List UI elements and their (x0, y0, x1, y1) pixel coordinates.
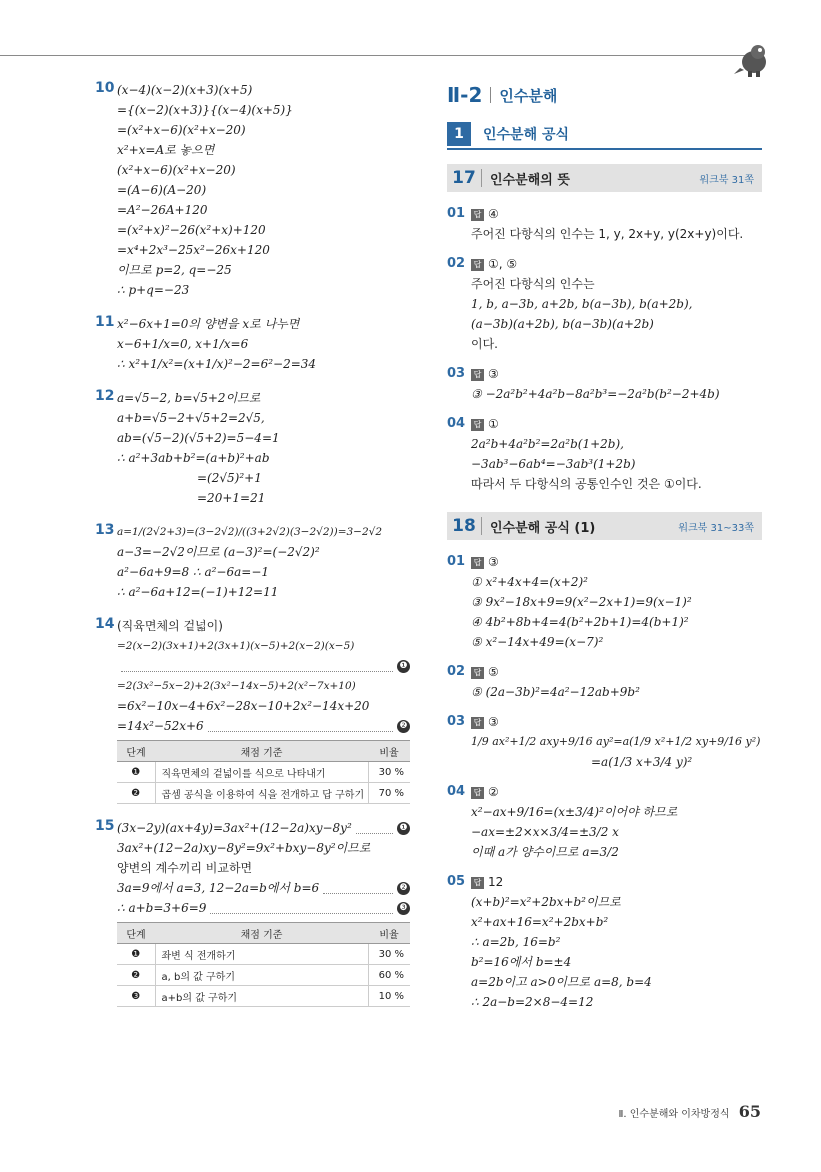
solution-line: x²+ax+16=x²+2bx+b² (471, 915, 609, 929)
table-row (117, 762, 410, 783)
solution-line: a−3=−2√2이므로 (a−3)²=(−2√2)² (117, 545, 320, 559)
solution-line: =14x²−52x+6 (117, 719, 204, 733)
problem-number: 15 (95, 818, 115, 834)
answer-choice: ③ (488, 715, 499, 729)
page-number: 65 (738, 1102, 761, 1121)
solution-line: (직육면체의 겉넓이) (117, 619, 223, 633)
solution-line: ∴ p+q=−23 (117, 283, 190, 297)
solution-line: ③ 9x²−18x+9=9(x²−2x+1)=9(x−1)² (471, 595, 692, 609)
section-name: 인수분해 공식 (483, 127, 570, 143)
solution-line: 1, b, a−3b, a+2b, b(a−3b), b(a+2b), (471, 297, 693, 311)
dinosaur-mascot-icon (732, 38, 772, 78)
solution-line: ∴ 2a−b=2×8−4=12 (471, 995, 594, 1009)
answer-tag: 답 (471, 717, 484, 729)
answer-number: 03 (447, 366, 466, 381)
answer-tag: 답 (471, 787, 484, 799)
solution-line: (x²+x−6)(x²+x−20) (117, 163, 236, 177)
solution-line: ③ −2a²b²+4a²b−8a²b³=−2a²b(b²−2+4b) (471, 387, 720, 401)
answer-number: 02 (447, 256, 466, 271)
answer-tag: 답 (471, 877, 484, 889)
solution-line: 이므로 p=2, q=−25 (117, 263, 232, 277)
scoring-table (117, 922, 410, 1007)
answer-choice: 12 (488, 875, 504, 889)
solution-line: (x+b)²=x²+2bx+b²이므로 (471, 895, 621, 909)
footer-chapter: Ⅱ. 인수분해와 이차방정식 (618, 1109, 730, 1120)
answer-item (447, 662, 762, 702)
solution-line: ⑤ x²−14x+49=(x−7)² (471, 635, 604, 649)
solution-line: =x⁴+2x³−25x²−26x+120 (117, 243, 270, 257)
answer-tag: 답 (471, 557, 484, 569)
solution-line: =2(3x²−5x−2)+2(3x²−14x−5)+2(x²−7x+10) (117, 680, 356, 692)
scoring-table (117, 740, 410, 804)
section-number: 1 (447, 122, 471, 146)
table-cell: ❷ (117, 965, 155, 986)
left-column (95, 80, 410, 1021)
table-cell: ❶ (117, 944, 155, 965)
problem-14 (95, 616, 410, 804)
problem-number: 13 (95, 522, 115, 538)
chapter-name: 인수분해 (499, 86, 558, 105)
solution-line: =6x²−10x−4+6x²−28x−10+2x²−14x+20 (117, 699, 370, 713)
workbook-ref: 워크북 31~33쪽 (678, 522, 754, 534)
table-cell: 10 % (368, 986, 410, 1007)
solution-line: a=2b이고 a>0이므로 a=8, b=4 (471, 975, 652, 989)
answer-tag: 답 (471, 369, 484, 381)
problem-10 (95, 80, 410, 300)
answer-item (447, 254, 762, 354)
section-title (447, 120, 762, 150)
problem-number: 11 (95, 314, 115, 330)
solution-line: =(A−6)(A−20) (117, 183, 207, 197)
table-row (117, 944, 410, 965)
answer-item (447, 204, 762, 244)
solution-line: ∴ a²−6a+12=(−1)+12=11 (117, 585, 279, 599)
solution-line: =(x²+x)²−26(x²+x)+120 (117, 223, 266, 237)
chapter-title (447, 80, 762, 110)
solution-line: ∴ a+b=3+6=9 (117, 901, 207, 915)
table-cell: 곱셈 공식을 이용하여 식을 전개하고 답 구하기 (155, 783, 368, 804)
step-mark: ❷ (397, 882, 410, 895)
table-row (117, 986, 410, 1007)
answer-choice: ② (488, 785, 499, 799)
problem-number: 14 (95, 616, 115, 632)
topic-number: 18 (452, 516, 476, 536)
answer-choice: ③ (488, 367, 499, 381)
answer-tag: 답 (471, 209, 484, 221)
solution-line: =(x²+x−6)(x²+x−20) (117, 123, 246, 137)
solution-line: b²=16에서 b=±4 (471, 955, 572, 969)
solution-line: ∴ a=2b, 16=b² (471, 935, 561, 949)
answer-tag: 답 (471, 667, 484, 679)
solution-line: 3a=9에서 a=3, 12−2a=b에서 b=6 (117, 881, 320, 895)
workbook-ref: 워크북 31쪽 (699, 174, 754, 186)
step-mark: ❶ (397, 660, 410, 673)
table-header: 비율 (368, 741, 410, 762)
page-footer (618, 1102, 761, 1121)
table-cell: 좌변 식 전개하기 (155, 944, 368, 965)
solution-line: a=1/(2√2+3)=(3−2√2)/((3+2√2)(3−2√2))=3−2√2 (117, 526, 383, 538)
step-mark: ❷ (397, 720, 410, 733)
solution-line: a+b=√5−2+√5+2=2√5, (117, 411, 265, 425)
solution-line: 따라서 두 다항식의 공통인수인 것은 ①이다. (471, 477, 702, 491)
answer-number: 05 (447, 874, 466, 889)
table-header: 채점 기준 (155, 923, 368, 944)
solution-line: (x−4)(x−2)(x+3)(x+5) (117, 83, 253, 97)
solution-line: ab=(√5−2)(√5+2)=5−4=1 (117, 431, 280, 445)
solution-line: ∴ x²+1/x²=(x+1/x)²−2=6²−2=34 (117, 357, 317, 371)
solution-line: 이다. (471, 337, 498, 351)
step-mark: ❸ (397, 902, 410, 915)
solution-line: x²+x=A로 놓으면 (117, 143, 215, 157)
table-cell: a, b의 값 구하기 (155, 965, 368, 986)
header-rule (0, 55, 750, 56)
problem-13 (95, 522, 410, 602)
solution-line: a²−6a+9=8 ∴ a²−6a=−1 (117, 565, 270, 579)
table-row (117, 783, 410, 804)
answer-number: 01 (447, 554, 466, 569)
table-cell: 60 % (368, 965, 410, 986)
right-column (447, 80, 762, 1022)
solution-line: ∴ a²+3ab+b²=(a+b)²+ab (117, 451, 270, 465)
topic-title: 인수분해 공식 (1) (490, 520, 596, 536)
solution-line: 양변의 계수끼리 비교하면 (117, 861, 253, 875)
table-cell: 30 % (368, 762, 410, 783)
answer-number: 04 (447, 784, 466, 799)
table-cell: ❸ (117, 986, 155, 1007)
table-header: 단계 (117, 741, 155, 762)
answer-choice: ⑤ (488, 665, 499, 679)
solution-line: 1/9 ax²+1/2 axy+9/16 ay²=a(1/9 x²+1/2 xy+9/16 y²) (471, 735, 761, 748)
solution-line: x²−6x+1=0의 양변을 x로 나누면 (117, 317, 300, 331)
solution-line: ④ 4b²+8b+4=4(b²+2b+1)=4(b+1)² (471, 615, 689, 629)
answer-item (447, 782, 762, 862)
answer-item (447, 414, 762, 494)
solution-line: x²−ax+9/16=(x±3/4)²이어야 하므로 (471, 805, 678, 819)
problem-11 (95, 314, 410, 374)
topic-header-18 (447, 512, 762, 540)
solution-line: −3ab³−6ab⁴=−3ab³(1+2b) (471, 457, 636, 471)
step-mark: ❶ (397, 822, 410, 835)
answer-number: 02 (447, 664, 466, 679)
answer-item (447, 712, 762, 772)
table-cell: 70 % (368, 783, 410, 804)
solution-line: ⑤ (2a−3b)²=4a²−12ab+9b² (471, 685, 640, 699)
solution-line: 2a²b+4a²b²=2a²b(1+2b), (471, 437, 624, 451)
solution-line: =a(1/3 x+3/4 y)² (591, 755, 693, 769)
answer-choice: ④ (488, 207, 499, 221)
answer-tag: 답 (471, 419, 484, 431)
table-row (117, 965, 410, 986)
table-cell: ❷ (117, 783, 155, 804)
solution-line: −ax=±2×x×3/4=±3/2 x (471, 825, 619, 839)
solution-line: ={(x−2)(x+3)}{(x−4)(x+5)} (117, 103, 293, 117)
solution-line: x−6+1/x=0, x+1/x=6 (117, 337, 249, 351)
solution-line: =(2√5)²+1 (197, 471, 262, 485)
answer-number: 01 (447, 206, 466, 221)
solution-line: =A²−26A+120 (117, 203, 208, 217)
answer-tag: 답 (471, 259, 484, 271)
answer-choice: ① (488, 417, 499, 431)
problem-number: 10 (95, 80, 115, 96)
solution-line: 3ax²+(12−2a)xy−8y²=9x²+bxy−8y²이므로 (117, 841, 371, 855)
table-header: 채점 기준 (155, 741, 368, 762)
table-cell: 직육면체의 겉넓이를 식으로 나타내기 (155, 762, 368, 783)
solution-line: 주어진 다항식의 인수는 1, y, 2x+y, y(2x+y)이다. (471, 227, 744, 241)
table-cell: ❶ (117, 762, 155, 783)
problem-15 (95, 818, 410, 1007)
table-header: 비율 (368, 923, 410, 944)
answer-item (447, 364, 762, 404)
answer-number: 04 (447, 416, 466, 431)
answer-number: 03 (447, 714, 466, 729)
solution-line: =2(x−2)(3x+1)+2(3x+1)(x−5)+2(x−2)(x−5) (117, 640, 355, 652)
problem-12 (95, 388, 410, 508)
solution-line: a=√5−2, b=√5+2이므로 (117, 391, 261, 405)
problem-number: 12 (95, 388, 115, 404)
answer-item (447, 552, 762, 652)
topic-number: 17 (452, 168, 476, 188)
answer-choice: ③ (488, 555, 499, 569)
solution-line: (3x−2y)(ax+4y)=3ax²+(12−2a)xy−8y² (117, 821, 352, 835)
answer-choice: ①, ⑤ (488, 257, 518, 271)
topic-header-17 (447, 164, 762, 192)
solution-line: 이때 a가 양수이므로 a=3/2 (471, 845, 619, 859)
solution-line: ① x²+4x+4=(x+2)² (471, 575, 588, 589)
chapter-number: Ⅱ-2 (447, 83, 483, 107)
topic-title: 인수분해의 뜻 (490, 172, 570, 188)
solution-line: (a−3b)(a+2b), b(a−3b)(a+2b) (471, 317, 654, 331)
solution-line: =20+1=21 (197, 491, 266, 505)
table-cell: 30 % (368, 944, 410, 965)
table-header: 단계 (117, 923, 155, 944)
table-cell: a+b의 값 구하기 (155, 986, 368, 1007)
answer-item (447, 872, 762, 1012)
solution-line: 주어진 다항식의 인수는 (471, 277, 595, 291)
